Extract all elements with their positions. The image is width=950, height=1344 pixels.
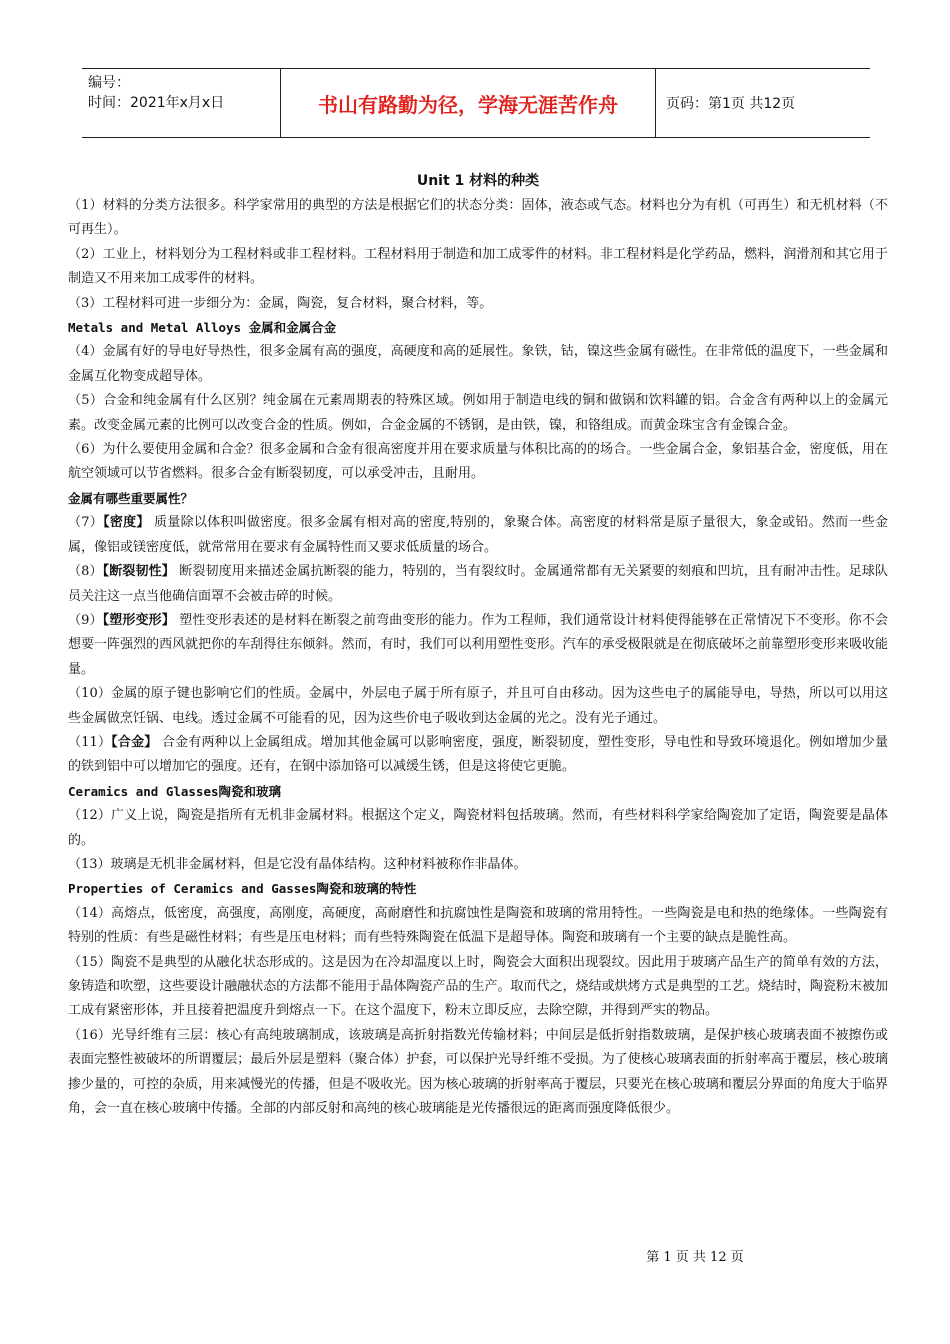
paragraph-6: （6）为什么要使用金属和合金？很多金属和合金有很高密度并用在要求质量与体积比高的的场合。一些金属合金，象铝基合金，密度低，用在航空领域可以节省燃料。很多合金有断裂韧度，可以承受冲击，且耐用。 (68, 442, 888, 482)
section-heading-properties (68, 487, 888, 511)
section-heading-ceramic-properties (68, 877, 888, 901)
paragraph-15: （15）陶瓷不是典型的从融化状态形成的。这是因为在冷却温度以上时，陶瓷会大面积出现裂纹。因此用于玻璃产品生产的简单有效的方法，象铸造和吹塑，这些要设计融融状态的方法都不能用于晶体陶瓷产品的生产。取而代之，烧结或烘烤方式是典型的工艺。烧结时，陶瓷粉末被加工成有紧密形体，并且接着把温度升到熔点一下。在这个温度下，粉末立即反应，去除空隙，并得到严实的物品。 (68, 954, 888, 1019)
paragraph-text: 断裂韧度用来描述金属抗断裂的能力，特别的，当有裂纹时。金属通常都有无关紧要的刻痕和凹坑，且有耐冲击性。足球队员关注这一点当他确信面罩不会被击碎的时候。 (68, 564, 888, 604)
paragraph-7 (68, 511, 888, 560)
heading-en: Properties of Ceramics and Gasses (68, 881, 317, 897)
paragraph-13: （13）玻璃是无机非金属材料，但是它没有晶体结构。这种材料被称作非晶体。 (68, 856, 527, 872)
paragraph-11 (68, 731, 888, 780)
document-date: 时间：2021年x月x日 (88, 95, 225, 111)
paragraph-3: （3）工程材料可进一步细分为：金属，陶瓷，复合材料，聚合材料，等。 (68, 295, 493, 311)
keyword: 【断裂韧性】 (102, 564, 175, 580)
heading-cn: 金属有哪些重要属性？ (68, 490, 194, 506)
paragraph-text: 塑性变形表述的是材料在断裂之前弯曲变形的能力。作为工程师，我们通常设计材料使得能够在正常情况下不变形。你不会想要一阵强烈的西风就把你的车刮得往东倾斜。然而，有时，我们可以利用塑性变形。汽车的承受极限就是在彻底破坏之前靠塑形变形来吸收能量。 (68, 612, 888, 677)
header-motto: 书山有路勤为径，学海无涯苦作舟 (280, 69, 656, 137)
heading-cn: 金属和金属合金 (248, 320, 337, 336)
paragraph-5: （5）合金和纯金属有什么区别？纯金属在元素周期表的特殊区域。例如用于制造电线的铜和做锅和饮料罐的铝。合金含有两种以上的金属元素。改变金属元素的比例可以改变合金的性质。例如，合金金属的不锈钢，是由铁，镍，和铬组成。而黄金珠宝含有金镍合金。 (68, 393, 888, 433)
paragraph-number: （7） (68, 515, 104, 531)
page-header (82, 68, 870, 138)
paragraph-14: （14）高熔点，低密度，高强度，高刚度，高硬度，高耐磨性和抗腐蚀性是陶瓷和玻璃的常用特性。一些陶瓷是电和热的绝缘体。一些陶瓷有特别的性质：有些是磁性材料；有些是压电材料；而有些特殊陶瓷在低温下是超导体。陶瓷和玻璃有一个主要的缺点是脆性高。 (68, 905, 888, 946)
header-page-number: 页码：第1页 共12页 (666, 96, 796, 112)
paragraph-number: （8） (68, 564, 103, 580)
paragraph-text: 质量除以体积叫做密度。很多金属有相对高的密度,特别的，象聚合体。高密度的材料常是原子量很大，象金或铅。然而一些金属，像铝或镁密度低，就常常用在要求有金属特性而又要求低质量的场合。 (68, 515, 888, 555)
keyword: 【密度】 (103, 515, 150, 531)
paragraph-9 (68, 609, 888, 682)
heading-cn: 陶瓷和玻璃的特性 (316, 881, 417, 897)
paragraph-8 (68, 560, 888, 609)
paragraph-2: （2）工业上，材料划分为工程材料或非工程材料。工程材料用于制造和加工成零件的材料。非工程材料是化学药品，燃料，润滑剂和其它用于制造又不用来加工成零件的材料。 (68, 246, 888, 287)
paragraph-number: （11） (68, 734, 112, 750)
heading-en: Ceramics and Glasses (68, 783, 219, 799)
heading-en: Metals and Metal Alloys (68, 320, 249, 336)
keyword: 【塑形变形】 (102, 612, 175, 628)
header-meta (82, 69, 280, 137)
paragraph-10: （10）金属的原子键也影响它们的性质。金属中，外层电子属于所有原子，并且可自由移动。因为这些电子的属能导电，导热，所以可以用这些金属做烹饪锅、电线。透过金属不可能看的见，因为这些价电子吸收到达金属的光之。没有光子通过。 (68, 686, 888, 726)
heading-cn: 陶瓷和玻璃 (218, 783, 282, 799)
unit-title: Unit 1 材料的种类 (416, 173, 540, 189)
paragraph-1: （1）材料的分类方法很多。科学家常用的典型的方法是根据它们的状态分类：固体，液态或气态。材料也分为有机（可再生）和无机材料（不可再生）。 (68, 198, 888, 238)
keyword: 【合金】 (111, 734, 158, 750)
document-id-label: 编号： (88, 75, 130, 91)
document-body (68, 168, 888, 1121)
paragraph-16: （16）光导纤维有三层：核心有高纯玻璃制成，该玻璃是高折射指数光传输材料；中间层是低折射指数玻璃，是保护核心玻璃表面不被擦伤或表面完整性被破坏的所谓覆层；最后外层是塑料（聚合体）护套，可以保护光导纤维不受损。为了使核心玻璃表面的折射率高于覆层，核心玻璃掺少量的，可控的杂质，用来减慢光的传播，但是不吸收光。因为核心玻璃的折射率高于覆层，只要光在核心玻璃和覆层分界面的角度大于临界角，会一直在核心玻璃中传播。全部的内部反射和高纯的核心玻璃能是光传播很远的距离而强度降低很少。 (68, 1027, 888, 1117)
paragraph-4: （4）金属有好的导电好导热性，很多金属有高的强度，高硬度和高的延展性。象铁，钴，镍这些金属有磁性。在非常低的温度下，一些金属和金属互化物变成超导体。 (68, 344, 888, 384)
section-heading-metals (68, 316, 888, 340)
paragraph-12: （12）广义上说，陶瓷是指所有无机非金属材料。根据这个定义，陶瓷材料包括玻璃。然而，有些材料科学家给陶瓷加了定语，陶瓷要是晶体的。 (68, 808, 888, 848)
paragraph-text: 合金有两种以上金属组成。增加其他金属可以影响密度，强度，断裂韧度，塑性变形，导电性和导致环境退化。例如增加少量的铁到铝中可以增加它的强度。还有，在钢中添加铬可以减缓生锈，但是这将使它更脆。 (68, 734, 888, 775)
page-footer: 第 1 页 共 12 页 (646, 1250, 744, 1265)
paragraph-number: （9） (68, 612, 103, 628)
section-heading-ceramics (68, 780, 888, 804)
